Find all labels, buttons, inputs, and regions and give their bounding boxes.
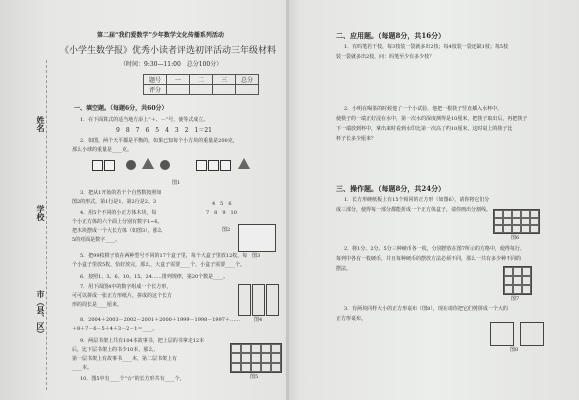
s3q2-text: 2．将1分、2分、5分三种硬币各一枚，分别摆放在图7所示的方格中，使得每行、	[344, 246, 525, 252]
score-cell: 评分	[144, 85, 167, 95]
s3q3-text: 正方形桌布。	[336, 316, 367, 322]
triangle-icon	[238, 158, 250, 169]
fig8-square	[490, 322, 514, 346]
q9-text: 9．两层书架上共有104本故事书，把上层的书拿走12本	[80, 338, 205, 344]
fig5-grid	[230, 343, 282, 373]
score-cell	[213, 85, 236, 95]
score-cell: 二	[190, 75, 213, 85]
q7-text: 可可以拼成一张正方形纸片，拼成的这个长方	[72, 293, 173, 299]
q2-text: 2．如图，两个天平都是平衡的，如果已知每个小方块的重量是200克，	[80, 138, 238, 144]
triangle-icon	[142, 158, 154, 169]
score-cell: 题号	[144, 75, 167, 85]
cube-icon	[92, 160, 103, 171]
fig1-label: 图1	[172, 180, 181, 186]
section2-heading: 二、应用题。（每题8分，共16分）	[336, 31, 446, 40]
score-cell	[190, 85, 213, 95]
cut-line	[46, 60, 47, 390]
fig5-label: 图5	[250, 374, 259, 380]
fig2-label: 图2	[222, 227, 231, 233]
fig4-strip	[238, 284, 251, 316]
paper-header: 第二届“我们爱数学”少年数学文化传播系列活动	[97, 32, 224, 39]
q4-text: 5的对面是数字____。	[72, 237, 121, 243]
s2q2-text: 杯子长多少厘米？	[336, 136, 377, 142]
district-label: 市（县、区）	[36, 290, 46, 338]
score-cell: 总分	[236, 75, 259, 85]
section1-heading: 一、填空题。（每题6分，共60分）	[74, 105, 168, 112]
fig4-strip	[266, 284, 279, 316]
s3q1-text: 1．长方形硬纸板上有15个相同的正方形（如图6），请你将它们分	[344, 197, 490, 203]
s3q3-text: 3．有两块同样大小的正方形桌布（图8），现在请你把它们剪拼成一个大的	[344, 306, 508, 312]
fig8-square	[520, 322, 544, 346]
cube-icon	[208, 160, 219, 171]
cube-icon	[104, 160, 115, 171]
q8-text: ＋8＋7－6－5＋4＋3－2－1＝____。	[72, 326, 158, 332]
q1-text: 1．在下面算式的适当地方添上“＋、－”号，使等式成立。	[80, 117, 209, 123]
fig6-label: 图6	[511, 235, 520, 241]
fig6-grid	[493, 209, 540, 234]
s3q1-text: 成三部分，使得每一部分都能折成一个正方体盒子，请你画出分割线。	[336, 207, 492, 213]
score-cell	[167, 85, 190, 95]
paper-title: 《小学生数学报》优秀小读者评选初评活动三年级材料	[60, 46, 277, 56]
q1-equation: 9 8 7 6 5 4 3 2 1＝21	[116, 127, 212, 134]
fig7-grid	[503, 266, 532, 295]
fig3-block	[238, 224, 276, 252]
fig4-label: 图4	[254, 317, 263, 323]
score-cell	[236, 85, 259, 95]
s2q2-text: 下一端放到杯中，拿出来时看到水印比第一次高了约10厘米，这时桌上的筷子比	[336, 126, 513, 132]
score-cell: 三	[213, 75, 236, 85]
score-table	[143, 74, 259, 95]
q5-text: 5．把99枚棋子放在两种型号不同的17个盒子里，每个大盒子里放12枚，每	[80, 253, 248, 259]
fig8-label: 图8	[510, 347, 519, 353]
page-fold	[286, 0, 289, 400]
s3q2-text: 每列中各有一枚硬币，并且每种硬币的摆放方法必须不同，那么一共有多少种不同的	[336, 256, 522, 262]
q5-text: 个小盒子里放5枚，恰好放完，那么，大盒子需要____个，小盒子需要____个。	[72, 262, 246, 268]
s2q2-text: 2．小明在喝茶的时候他了一个小试验，他把一根筷子竖直插入水杯中，	[344, 106, 503, 112]
fig4-strip	[252, 284, 265, 316]
q9-text: 第一层书架上有故事书____本，第二层书架上有	[72, 356, 178, 362]
section3-heading: 三、操作题。（每题8分，共24分）	[336, 184, 446, 193]
exam-info: （时间：9:30—11:00 总分100分）	[120, 61, 223, 68]
q4-text: 个小正方体的六个面上分别有数字1~6。	[72, 219, 163, 225]
score-cell: 一	[167, 75, 190, 85]
fig3-label: 图3	[252, 253, 261, 259]
fig2-row: 4 5 6	[212, 201, 232, 207]
name-label: 姓名	[36, 116, 46, 132]
ball-icon	[126, 160, 136, 170]
fig2-row: 7 8 9 10	[206, 210, 237, 216]
q4-text: 4．用5个不同的小正方体木块，每	[80, 210, 157, 216]
q10-text: 10．图5中有____个“☆”的长方形共有____个。	[80, 376, 185, 382]
q7-text: 形的周长是____厘米。	[72, 302, 123, 308]
ball-icon	[160, 160, 170, 170]
s3q2-text: 摆法。	[336, 266, 352, 272]
fig7-label: 图7	[511, 296, 520, 302]
school-label: 学校	[36, 205, 46, 221]
q3-text: 图2的形式，第1行是1，第2行是2、3	[72, 199, 157, 205]
q2-text: 那么小球的重量是____克。	[72, 147, 133, 153]
q9-text: 后，比下层书架上的书少10本，那么，	[72, 347, 159, 353]
q3-text: 3．把从1开始的若干个自然数按照如	[80, 190, 162, 196]
q9-text: ____本。	[72, 365, 93, 371]
q6-text: 6．按照1、3、6、10、15、24……排列规律，第20个数是____。	[80, 274, 229, 280]
s2q2-text: 使筷子的一端正好浸在水中，第一次水的深度测得是10厘米，把筷子取出后，再把筷子	[336, 116, 528, 122]
q4-text: 把木块摆成一个大长方体（如图3），那么	[72, 228, 163, 234]
cube-icon	[196, 160, 207, 171]
s2q1-text: 1．有吗笔若干枝，每3枝装一袋就多出2枝；每4枝装一袋还缺1枝；每5枝	[344, 44, 509, 50]
q8-text: 8．2004＋2003－2002－2001＋2000＋1999－1998－1997＋……	[80, 317, 240, 323]
cube-icon	[220, 160, 231, 171]
q7-text: 7．用下面图4中的数字组成一个长方形，	[80, 284, 172, 290]
s2q1-text: 装一袋就多出2枝，问：吗笔至少有多少枝？	[336, 54, 435, 60]
